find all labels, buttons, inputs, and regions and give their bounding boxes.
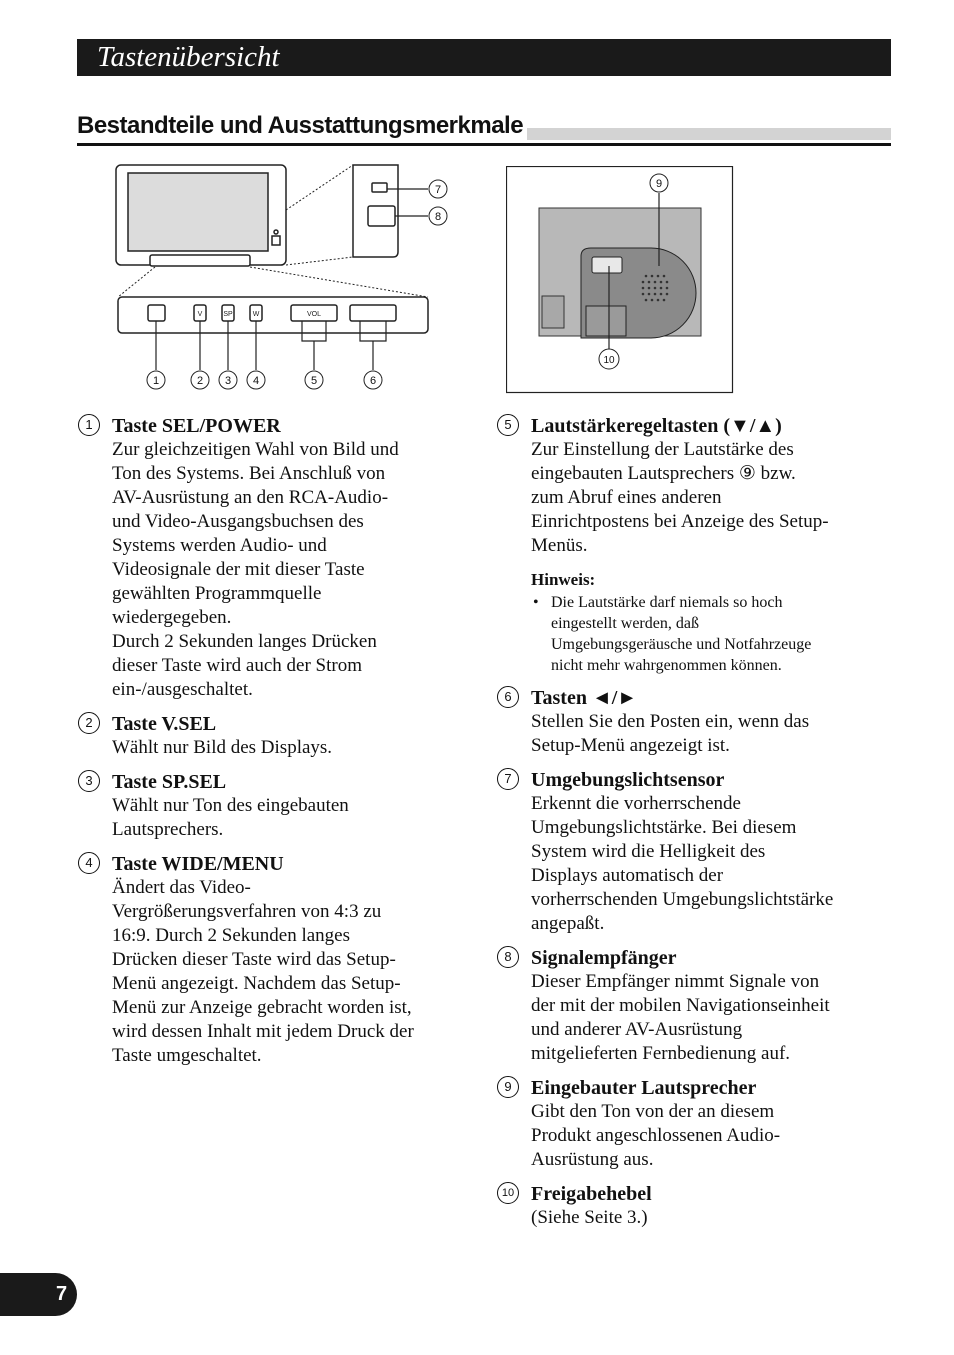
- callout-2: 2: [196, 375, 204, 387]
- item-number: 5: [497, 414, 519, 436]
- note-heading: Hinweis:: [531, 570, 596, 589]
- left-column: [78, 414, 458, 1078]
- section-heading: [77, 110, 891, 146]
- item-number: 8: [497, 946, 519, 968]
- callout-3: 3: [224, 375, 232, 387]
- callout-9: 9: [655, 178, 663, 190]
- item-title: Freigabehebel: [531, 1183, 652, 1205]
- item-title: Eingebauter Lautsprecher: [531, 1077, 757, 1099]
- item-text: Dieser Empfänger nimmt Signale von der mit der mobilen Navigationseinheit und anderer AV-Ausrüstung mitgelieferten Fernbedienung auf.: [531, 971, 830, 1064]
- item-title: Taste SEL/POWER: [112, 415, 281, 437]
- page-title: Tastenübersicht: [97, 41, 280, 73]
- right-column: [497, 414, 897, 1240]
- item-text: (Siehe Seite 3.): [531, 1207, 648, 1228]
- v-button-label: V: [197, 311, 203, 318]
- item-title: Taste WIDE/MENU: [112, 853, 284, 875]
- item-number: 1: [78, 414, 100, 436]
- list-item: [78, 712, 458, 760]
- callout-6: 6: [369, 375, 377, 387]
- item-text: Stellen Sie den Posten ein, wenn das Setup-Menü angezeigt ist.: [531, 711, 810, 756]
- item-number: 10: [497, 1182, 519, 1204]
- side-profile: [353, 165, 398, 257]
- callout-7: 7: [434, 184, 442, 196]
- item-text: Ändert das Video- Vergrößerungsverfahren von 4:3 zu 16:9. Durch 2 Sekunden langes Drücken dieser Taste wird das Setup- Menü angezeigt. Nachdem das Setup- Menü zur Anzeige gebracht worden ist, wird dessen Inhalt mit jedem Druck der Taste umgeschaltet.: [112, 877, 414, 1066]
- callout-5: 5: [310, 375, 318, 387]
- item-title: Taste V.SEL: [112, 713, 217, 735]
- vol-button-label: VOL: [306, 311, 322, 318]
- list-item: [497, 414, 897, 676]
- list-item: [497, 946, 897, 1066]
- callout-8: 8: [434, 211, 442, 223]
- list-item: [497, 768, 897, 936]
- item-title: Taste SP.SEL: [112, 771, 227, 793]
- item-title: Signalempfänger: [531, 947, 677, 969]
- page-number-tab: [0, 1273, 77, 1316]
- item-text: Zur gleichzeitigen Wahl von Bild und Ton des Systems. Bei Anschluß von AV-Ausrüstung an den RCA-Audio- und Video-Ausgangsbuchsen des Systems werden Audio- und Videosignale der mit dieser Taste gewählten Programmquelle wiedergegeben. Durch 2 Sekunden langes Drücken dieser Taste wird auch der Strom ein-/ausgeschaltet.: [112, 439, 399, 700]
- list-item: [78, 414, 458, 702]
- monitor-figure: [110, 160, 450, 400]
- list-item: [497, 686, 897, 758]
- callout-4: 4: [252, 375, 260, 387]
- item-number: 7: [497, 768, 519, 790]
- item-text: Zur Einstellung der Lautstärke des eingebauten Lautsprechers ⑨ bzw. zum Abruf eines anderen Einrichtpostens bei Anzeige des Setup- Menüs.: [531, 439, 829, 556]
- section-rule: [77, 143, 891, 146]
- list-item: [78, 852, 458, 1068]
- list-item: [497, 1076, 897, 1172]
- w-button-label: W: [252, 311, 260, 318]
- item-text: Wählt nur Bild des Displays.: [112, 737, 333, 758]
- section-title: Bestandteile und Ausstattungsmerkmale: [77, 112, 527, 140]
- item-number: 6: [497, 686, 519, 708]
- page-number: 7: [56, 1283, 68, 1305]
- speaker-figure: [506, 166, 734, 394]
- callout-1: 1: [152, 375, 160, 387]
- monitor-screen: [128, 173, 268, 251]
- item-text: Wählt nur Ton des eingebauten Lautsprechers.: [112, 795, 349, 840]
- sp-button-label: SP: [223, 311, 233, 318]
- item-title: Umgebungslichtsensor: [531, 769, 725, 791]
- list-item: [78, 770, 458, 842]
- header-bar: [77, 39, 891, 76]
- item-title: Tasten ◄/►: [531, 687, 638, 709]
- callout-10: 10: [603, 355, 615, 366]
- note-text: • Die Lautstärke darf niemals so hoch eingestellt werden, daß Umgebungsgeräusche und Notfahrzeuge nicht mehr wahrgenommen können.: [531, 592, 897, 676]
- item-text: Gibt den Ton von der an diesem Produkt angeschlossenen Audio- Ausrüstung aus.: [531, 1101, 781, 1170]
- item-number: 4: [78, 852, 100, 874]
- item-title: Lautstärkeregeltasten (▼/▲): [531, 415, 782, 437]
- item-text: Erkennt die vorherrschende Umgebungslichtstärke. Bei diesem System wird die Helligkeit des Displays automatisch der vorherrschenden Umgebungslichtstärke angepaßt.: [531, 793, 834, 934]
- item-number: 3: [78, 770, 100, 792]
- list-item: [497, 1182, 897, 1230]
- item-number: 2: [78, 712, 100, 734]
- item-number: 9: [497, 1076, 519, 1098]
